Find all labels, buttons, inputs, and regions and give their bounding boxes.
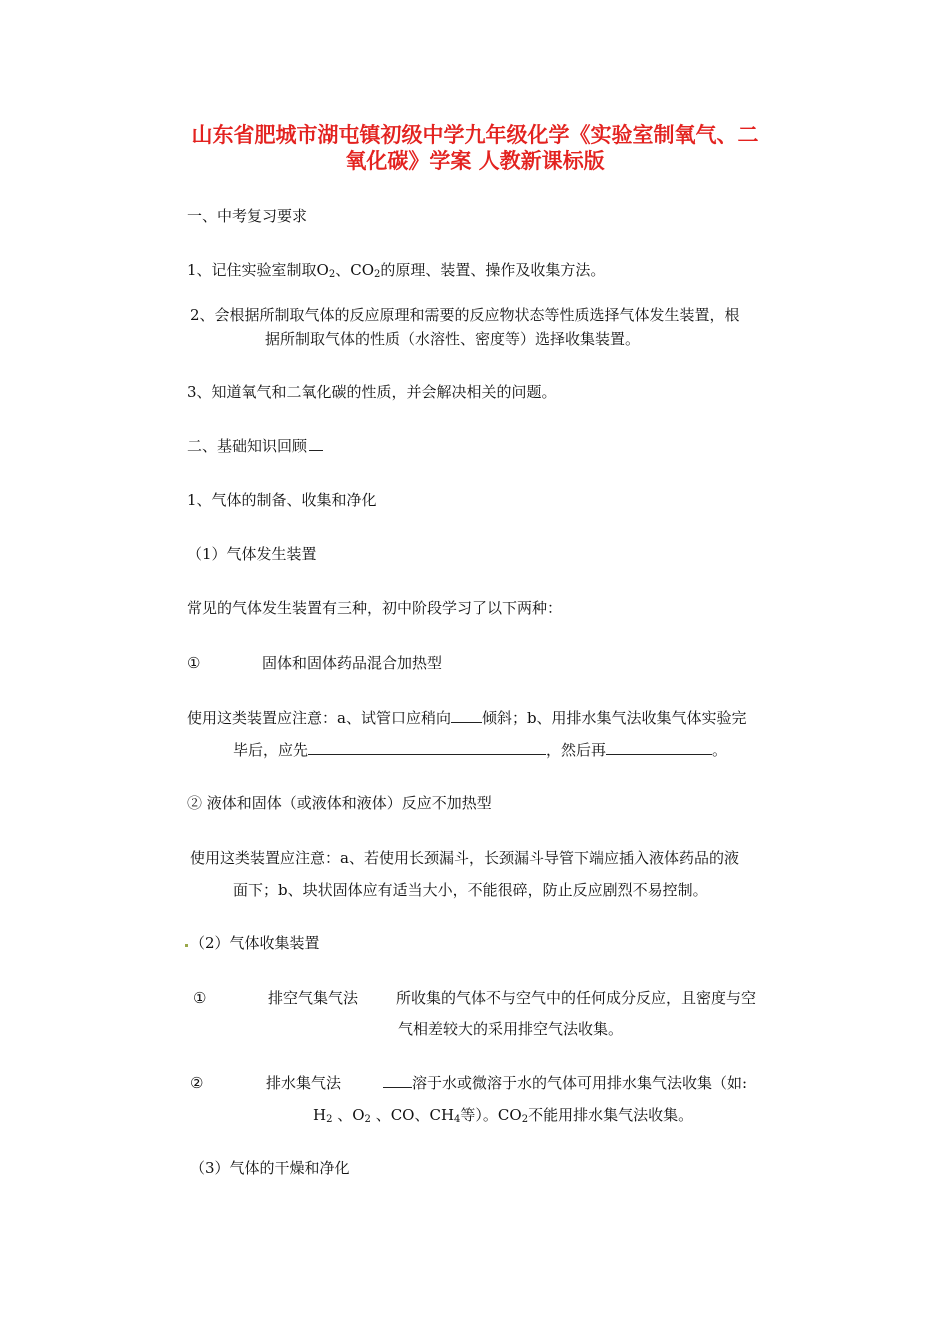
collect-method-2-number: ② bbox=[190, 1074, 204, 1092]
blank-field bbox=[308, 740, 546, 755]
type-1-note-line-1: 使用这类装置应注意：a、试管口应稍向 倾斜；b、用排水集气法收集气体实验完 bbox=[187, 709, 747, 727]
collect-method-1-name: 排空气集气法 bbox=[268, 989, 359, 1007]
type-2-note-line-1: 使用这类装置应注意：a、若使用长颈漏斗，长颈漏斗导管下端应插入液体药品的液 bbox=[190, 849, 739, 867]
part-1-heading: （1）气体发生装置 bbox=[187, 545, 317, 563]
requirement-2-line-1: 2、会根据所制取气体的反应原理和需要的反应物状态等性质选择气体发生装置，根 bbox=[190, 306, 740, 324]
document-title bbox=[150, 122, 800, 174]
generator-intro: 常见的气体发生装置有三种，初中阶段学习了以下两种： bbox=[187, 599, 563, 617]
subsection-1-heading: 1、气体的制备、收集和净化 bbox=[187, 491, 377, 509]
requirement-1: 1、记住实验室制取$O_2$、$CO_2$的原理、装置、操作及收集方法。 bbox=[187, 261, 606, 280]
blank-field bbox=[383, 1073, 412, 1088]
blank-field bbox=[606, 740, 712, 755]
title-line-2: 氧化碳》学案 人教新课标版 bbox=[345, 149, 605, 173]
section-2-heading: 二、基础知识回顾 bbox=[187, 436, 323, 456]
type-2-note-line-2: 面下；b、块状固体应有适当大小，不能很碎，防止反应剧烈不易控制。 bbox=[233, 881, 708, 899]
collect-method-1-number: ① bbox=[193, 989, 207, 1007]
collect-method-2-desc-line-2: $H_2$ 、$O_2$ 、CO、$CH_4$等）。$CO_2$不能用排水集气法收集。 bbox=[313, 1106, 694, 1125]
part-3-heading: （3）气体的干燥和净化 bbox=[190, 1159, 350, 1177]
requirement-3: 3、知道氧气和二氧化碳的性质，并会解决相关的问题。 bbox=[187, 383, 557, 401]
generator-type-1: 固体和固体药品混合加热型 bbox=[262, 654, 443, 672]
collect-method-1-desc-line-2: 气相差较大的采用排空气法收集。 bbox=[398, 1020, 624, 1038]
collect-method-2-name: 排水集气法 bbox=[266, 1074, 342, 1092]
requirement-2-line-2: 据所制取气体的性质（水溶性、密度等）选择收集装置。 bbox=[265, 330, 641, 348]
generator-type-1-number: ① bbox=[187, 654, 201, 672]
blank-field bbox=[451, 708, 482, 723]
collect-method-1-desc-line-1: 所收集的气体不与空气中的任何成分反应，且密度与空 bbox=[396, 989, 757, 1007]
section-1-heading: 一、中考复习要求 bbox=[187, 207, 308, 225]
marker-dot bbox=[185, 944, 188, 947]
title-line-1: 山东省肥城市湖屯镇初级中学九年级化学《实验室制氧气、二 bbox=[191, 123, 759, 147]
type-1-note-line-2: 毕后，应先 ，然后再 。 bbox=[233, 741, 728, 759]
collect-method-2-desc-line-1: 溶于水或微溶于水的气体可用排水集气法收集（如: bbox=[383, 1073, 747, 1093]
part-2-heading: （2）气体收集装置 bbox=[190, 934, 320, 952]
generator-type-2: ② 液体和固体（或液体和液体）反应不加热型 bbox=[187, 794, 492, 812]
